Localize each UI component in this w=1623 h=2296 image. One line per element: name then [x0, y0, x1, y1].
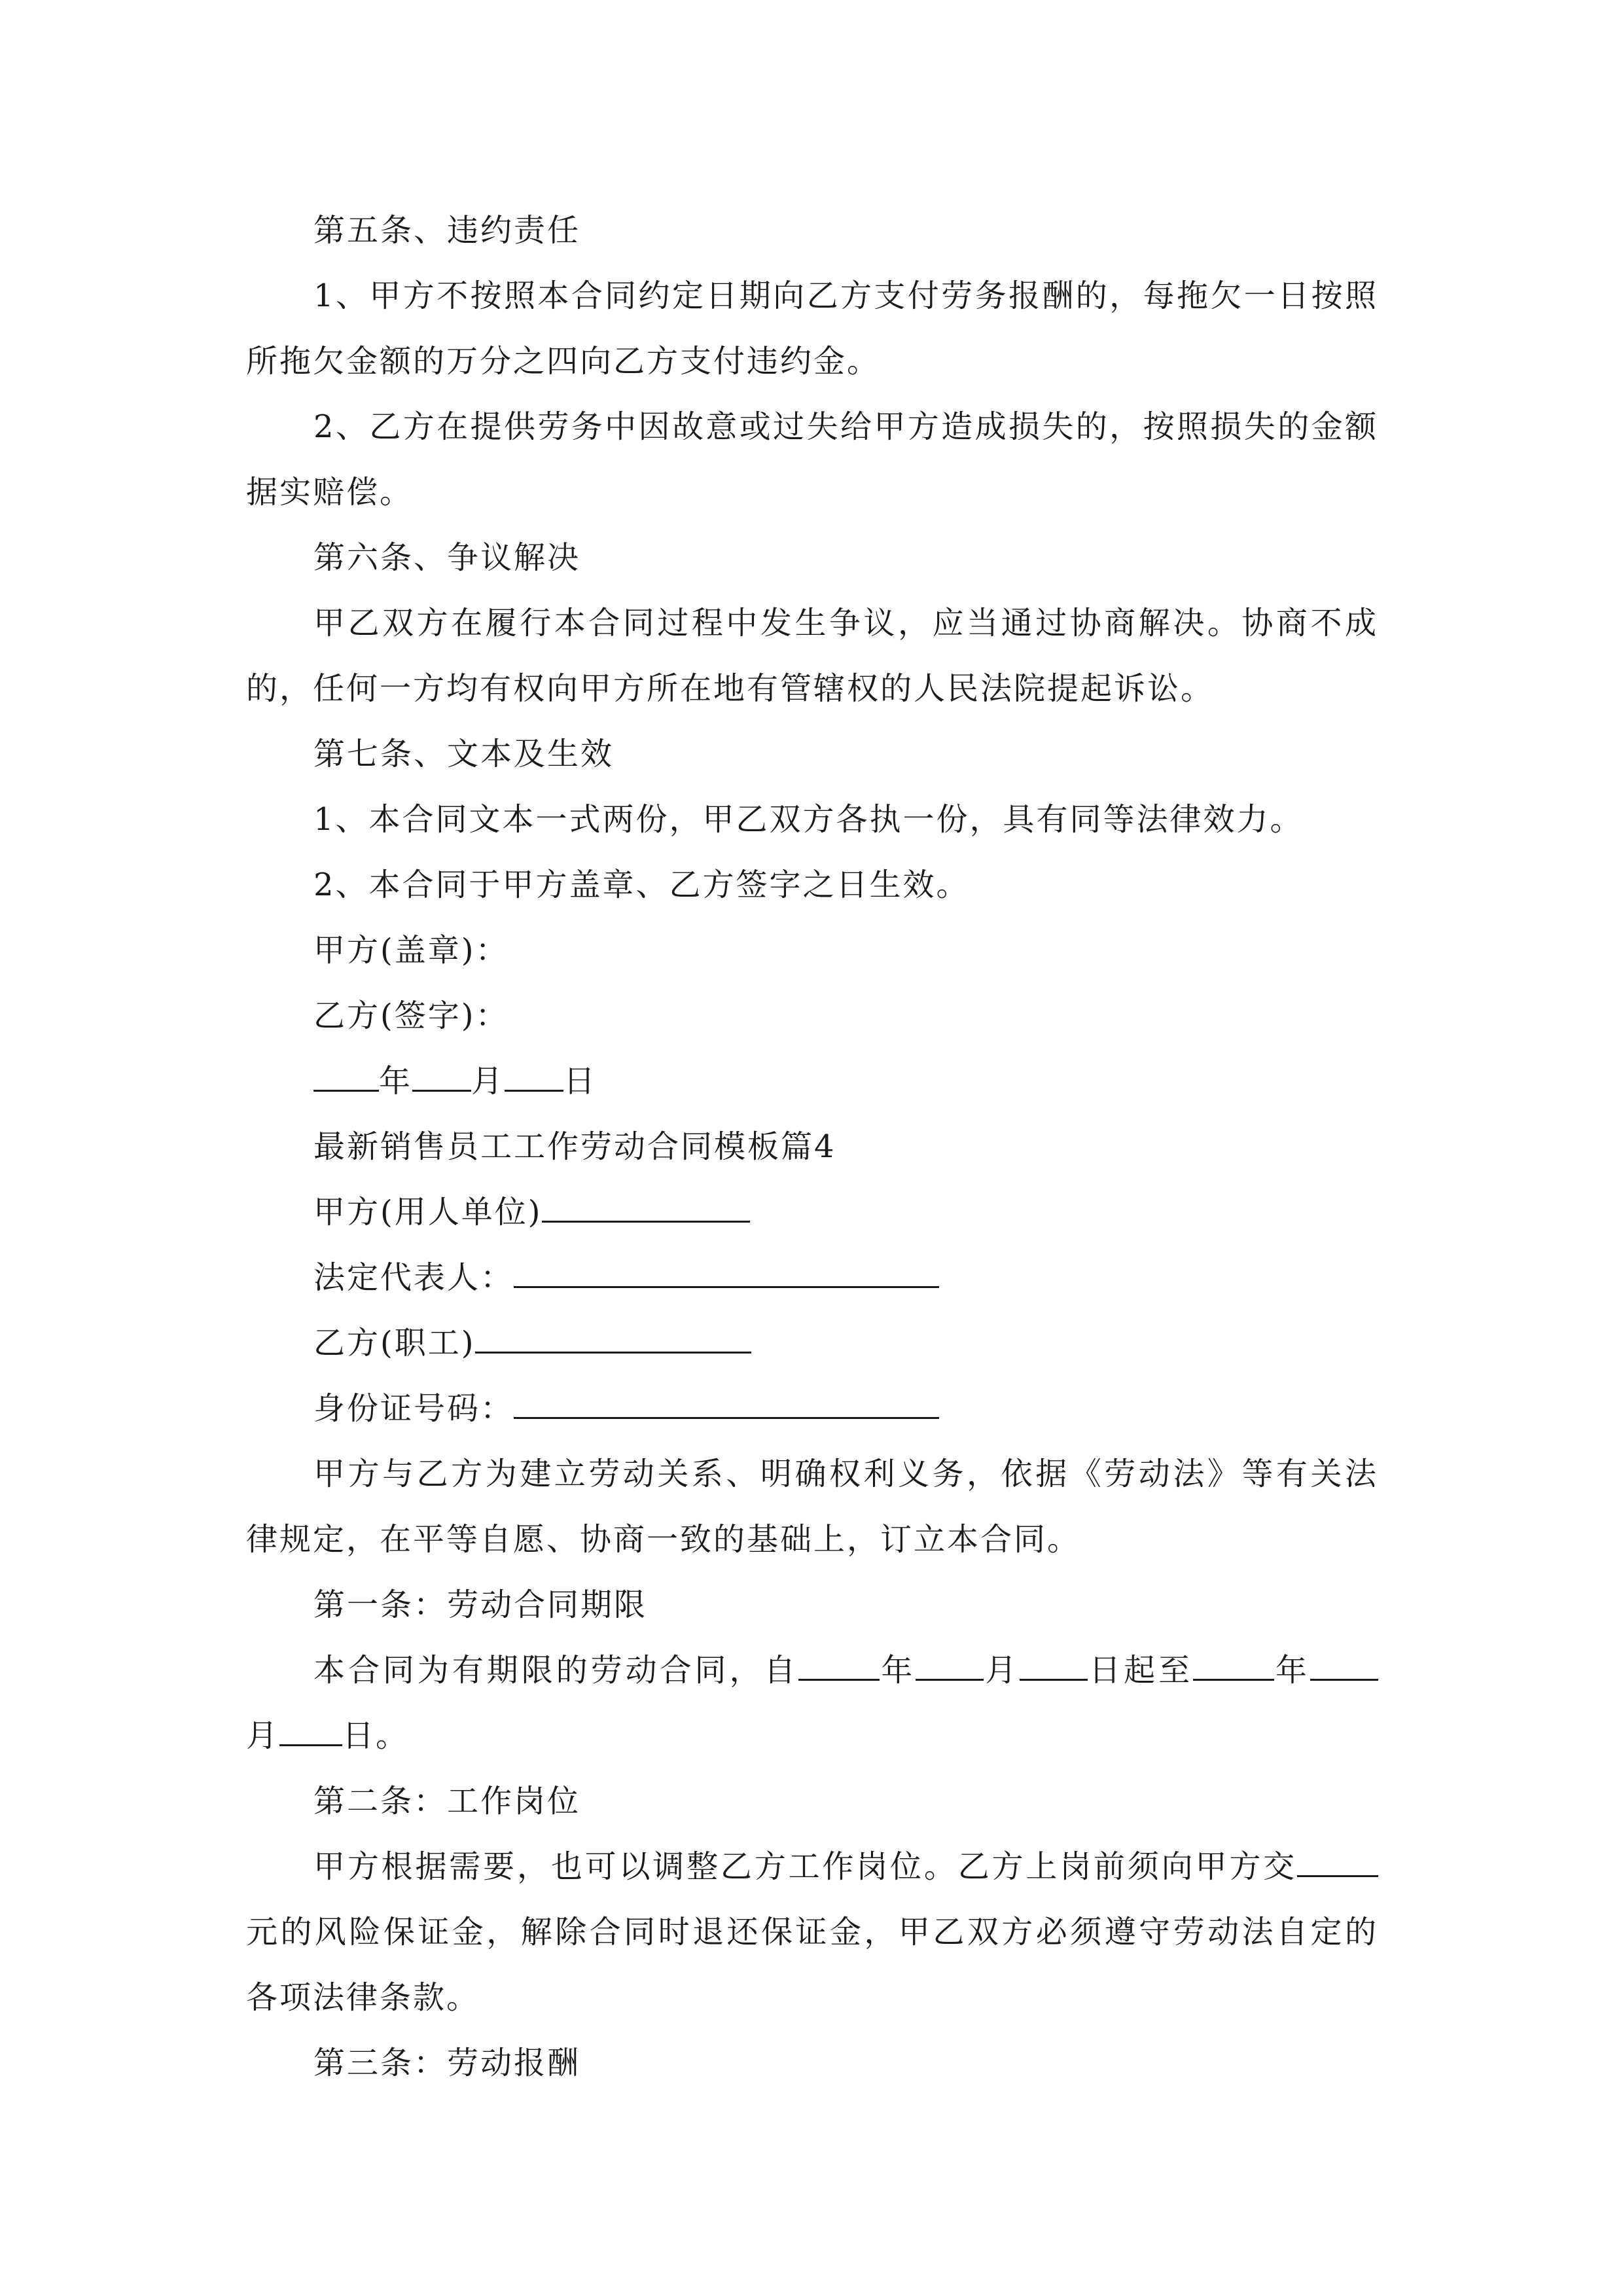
- end-day-blank: [279, 1715, 342, 1746]
- deposit-amount-blank: [1297, 1846, 1378, 1877]
- article3-heading: 第三条：劳动报酬: [313, 2045, 581, 2081]
- end-month-blank: [1310, 1650, 1378, 1681]
- article6-text: 甲乙双方在履行本合同过程中发生争议，应当通过协商解决。协商不成的，任何一方均有权向甲方所在地有管辖权的人民法院提起诉讼。: [246, 605, 1378, 707]
- party-a-seal-label: 甲方(盖章)：: [313, 932, 509, 969]
- party-b-sign-label: 乙方(签字)：: [313, 997, 509, 1034]
- legal-rep-blank: [514, 1257, 939, 1288]
- article2-heading: 第二条：工作岗位: [313, 1783, 581, 1820]
- employee-field: 乙方(职工): [246, 1310, 1378, 1376]
- section-title: 最新销售员工工作劳动合同模板篇4: [313, 1128, 836, 1165]
- signature-date-line: 年 月 日: [246, 1049, 1378, 1114]
- article7-clause2: 2、本合同于甲方盖章、乙方签字之日生效。: [313, 867, 970, 903]
- day-blank: [505, 1061, 563, 1092]
- article5-clause1: 1、甲方不按照本合同约定日期向乙方支付劳务报酬的，每拖欠一日按照所拖欠金额的万分之四向乙方支付违约金。: [246, 278, 1378, 380]
- employee-blank: [475, 1323, 751, 1354]
- article1-text: 本合同为有期限的劳动合同，自 年 月 日起至 年月 日。: [246, 1638, 1378, 1768]
- month-blank: [412, 1061, 471, 1092]
- document-body: [246, 198, 1378, 2096]
- start-month-blank: [916, 1650, 984, 1681]
- id-number-field: 身份证号码：: [246, 1376, 1378, 1441]
- employer-field: 甲方(用人单位): [246, 1179, 1378, 1245]
- id-number-blank: [514, 1388, 939, 1419]
- start-year-blank: [798, 1650, 880, 1681]
- intro-paragraph: 甲方与乙方为建立劳动关系、明确权利义务，依据《劳动法》等有关法律规定，在平等自愿、协商一致的基础上，订立本合同。: [246, 1456, 1378, 1558]
- article7-clause1: 1、本合同文本一式两份，甲乙双方各执一份，具有同等法律效力。: [313, 801, 1304, 838]
- article5-heading: 第五条、违约责任: [313, 212, 581, 249]
- article6-heading: 第六条、争议解决: [313, 539, 581, 576]
- employer-blank: [542, 1192, 750, 1223]
- legal-rep-field: 法定代表人：: [246, 1245, 1378, 1310]
- article5-clause2: 2、乙方在提供劳务中因故意或过失给甲方造成损失的，按照损失的金额据实赔偿。: [246, 408, 1378, 511]
- article7-heading: 第七条、文本及生效: [313, 736, 615, 772]
- start-day-blank: [1020, 1650, 1088, 1681]
- end-year-blank: [1193, 1650, 1274, 1681]
- article1-heading: 第一条：劳动合同期限: [313, 1587, 648, 1623]
- article2-text: 甲方根据需要，也可以调整乙方工作岗位。乙方上岗前须向甲方交元的风险保证金，解除合同时退还保证金，甲乙双方必须遵守劳动法自定的各项法律条款。: [246, 1834, 1378, 2030]
- year-blank: [313, 1061, 379, 1092]
